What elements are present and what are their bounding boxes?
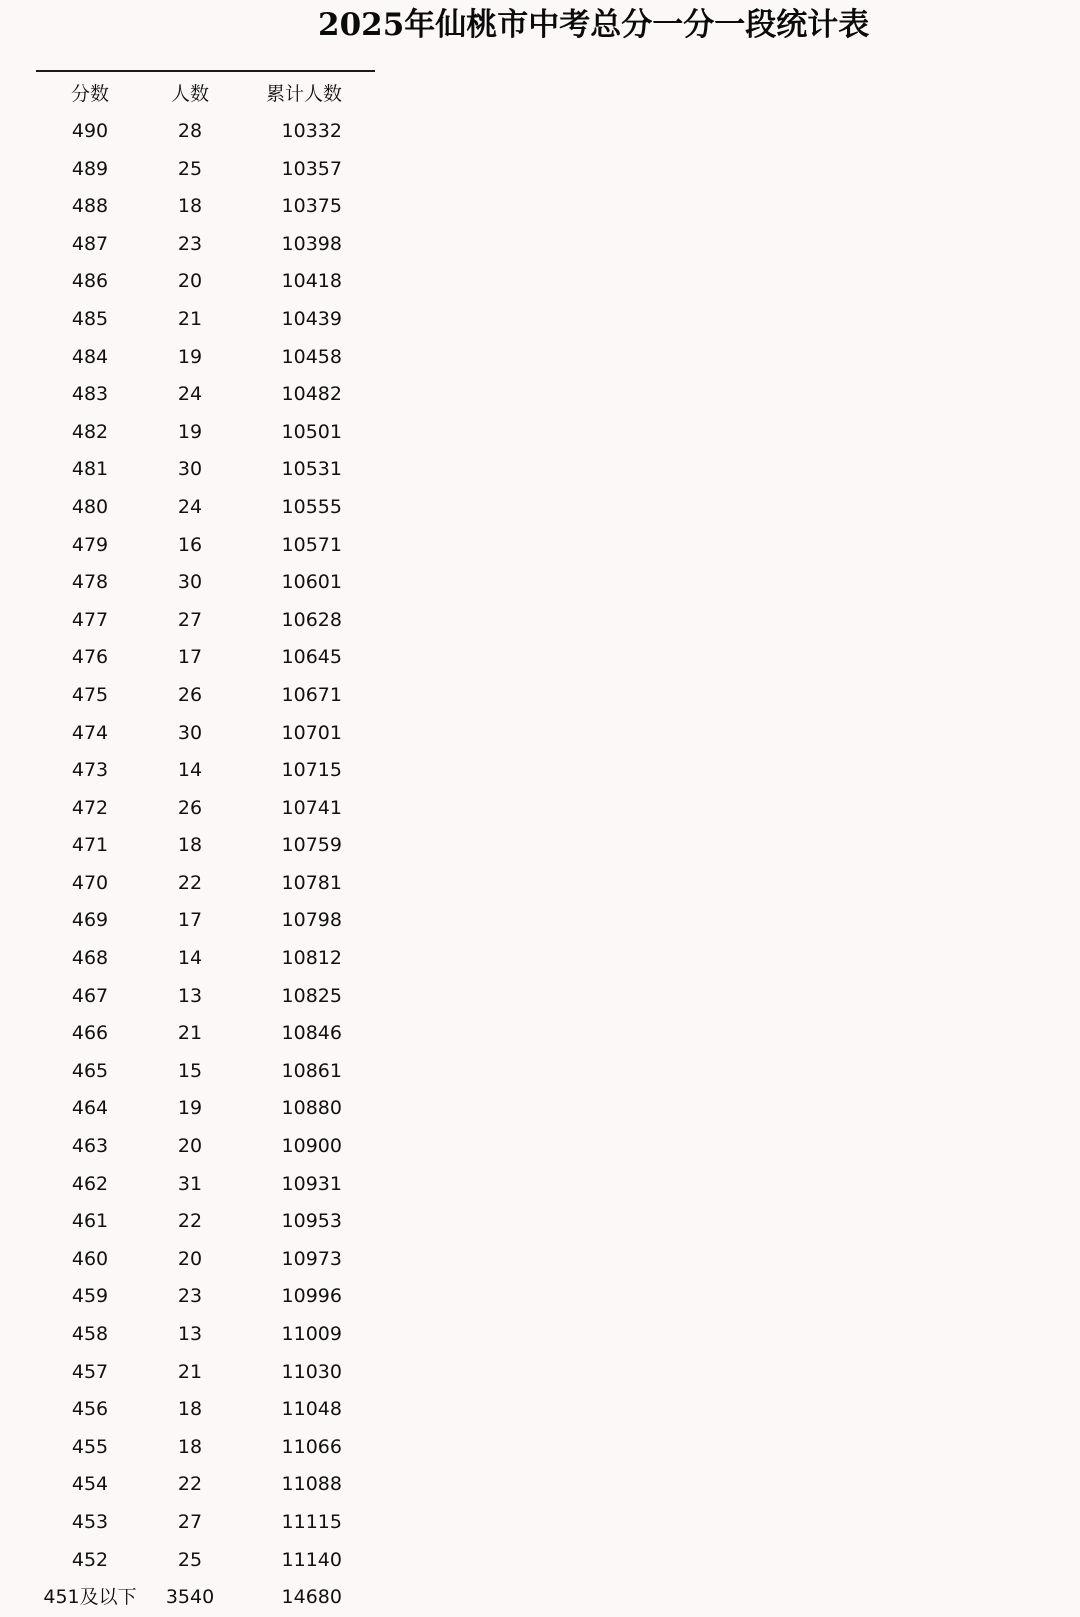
- table-row: [0, 1391, 400, 1429]
- table-row: [0, 602, 400, 640]
- count-cell: 19: [177, 420, 203, 443]
- table-body: [0, 113, 400, 1617]
- table-row: [0, 752, 400, 790]
- table-row: [0, 1203, 400, 1241]
- count-cell: 21: [177, 307, 203, 330]
- score-cell: 473: [71, 759, 109, 782]
- score-cell: 486: [71, 270, 109, 293]
- count-cell: 18: [177, 1398, 203, 1421]
- score-cell: 453: [71, 1510, 109, 1533]
- count-cell: 13: [177, 1323, 203, 1345]
- score-cell: 454: [71, 1473, 109, 1496]
- score-cell: 488: [71, 195, 109, 218]
- cumulative-cell: 10357: [281, 157, 342, 180]
- cumulative-cell: 10880: [281, 1097, 342, 1120]
- count-cell: 19: [177, 1097, 203, 1120]
- cumulative-cell: 10332: [281, 120, 342, 142]
- table-row: [0, 263, 400, 301]
- count-cell: 15: [177, 1059, 203, 1082]
- count-cell: 20: [177, 1135, 203, 1158]
- count-cell: 24: [177, 383, 203, 406]
- table-row: [0, 827, 400, 865]
- count-cell: 13: [177, 984, 203, 1007]
- count-cell: 22: [177, 1210, 203, 1233]
- cumulative-cell: 10601: [281, 571, 342, 594]
- count-cell: 27: [177, 608, 203, 631]
- count-cell: 23: [177, 232, 203, 255]
- count-cell: 22: [177, 1473, 203, 1496]
- count-cell: 21: [177, 1022, 203, 1045]
- score-cell: 472: [71, 796, 109, 819]
- table-row: [0, 414, 400, 452]
- count-cell: 17: [177, 909, 203, 932]
- table-row: [0, 1354, 400, 1392]
- table-row: [0, 188, 400, 226]
- cumulative-cell: 10501: [281, 420, 342, 443]
- count-cell: 16: [177, 533, 203, 556]
- table-row: [0, 301, 400, 339]
- cumulative-cell: 10741: [281, 796, 342, 819]
- count-cell: 26: [177, 796, 203, 819]
- cumulative-cell: 10458: [281, 345, 342, 368]
- score-cell: 460: [71, 1247, 109, 1270]
- count-cell: 30: [177, 458, 203, 481]
- score-cell: 490: [71, 120, 109, 142]
- cumulative-cell: 10759: [281, 834, 342, 857]
- cumulative-cell: 11009: [281, 1323, 342, 1345]
- count-cell: 18: [177, 834, 203, 857]
- score-cell: 470: [71, 871, 109, 894]
- score-cell: 457: [71, 1360, 109, 1383]
- page-title: 2025年仙桃市中考总分一分一段统计表: [318, 7, 870, 43]
- cumulative-cell: 10398: [281, 232, 342, 255]
- cumulative-cell: 10996: [281, 1285, 342, 1308]
- cumulative-cell: 10846: [281, 1022, 342, 1045]
- table-row: [0, 226, 400, 264]
- table-row: [0, 1128, 400, 1166]
- count-cell: 24: [177, 495, 203, 518]
- table-row: [0, 564, 400, 602]
- score-cell: 464: [71, 1097, 109, 1120]
- table-row: [0, 451, 400, 489]
- table-row: [0, 1015, 400, 1053]
- count-cell: 25: [177, 157, 203, 180]
- cumulative-cell: 11030: [281, 1360, 342, 1383]
- table-row: [0, 376, 400, 414]
- column-header-count: 人数: [170, 83, 209, 105]
- table-row: [0, 113, 400, 151]
- score-cell: 463: [71, 1135, 109, 1158]
- count-cell: 18: [177, 1435, 203, 1458]
- score-cell: 476: [71, 646, 109, 669]
- cumulative-cell: 11066: [281, 1435, 342, 1458]
- count-cell: 22: [177, 871, 203, 894]
- count-cell: 21: [177, 1360, 203, 1383]
- score-cell: 477: [71, 608, 109, 631]
- cumulative-cell: 10482: [281, 383, 342, 406]
- table-row: [0, 978, 400, 1016]
- count-cell: 30: [177, 721, 203, 744]
- cumulative-cell: 10973: [281, 1247, 342, 1270]
- count-cell: 30: [177, 571, 203, 594]
- cumulative-cell: 10531: [281, 458, 342, 481]
- table-row: [0, 1504, 400, 1542]
- table-row: [0, 865, 400, 903]
- cumulative-cell: 10825: [281, 984, 342, 1007]
- cumulative-cell: 10701: [281, 721, 342, 744]
- cumulative-cell: 10439: [281, 307, 342, 330]
- count-cell: 26: [177, 683, 203, 706]
- cumulative-cell: 10931: [281, 1172, 342, 1195]
- score-cell: 482: [71, 420, 109, 443]
- count-cell: 20: [177, 1247, 203, 1270]
- cumulative-cell: 11140: [281, 1548, 342, 1571]
- score-cell: 474: [71, 721, 109, 744]
- cumulative-cell: 10861: [281, 1059, 342, 1082]
- cumulative-cell: 11115: [281, 1510, 342, 1533]
- cumulative-cell: 11048: [281, 1398, 342, 1421]
- score-cell: 465: [71, 1059, 109, 1082]
- table-row: [0, 1053, 400, 1091]
- table-row: [0, 715, 400, 753]
- score-cell: 480: [71, 495, 109, 518]
- column-header-score: 分数: [70, 83, 109, 105]
- table-row: [0, 1090, 400, 1128]
- score-cell: 467: [71, 984, 109, 1007]
- table-row: [0, 1241, 400, 1279]
- cumulative-cell: 14680: [281, 1586, 342, 1609]
- table-row: [0, 339, 400, 377]
- cumulative-cell: 10715: [281, 759, 342, 782]
- count-cell: 3540: [165, 1586, 215, 1609]
- column-header-cumulative: 累计人数: [265, 83, 342, 105]
- score-cell: 468: [71, 947, 109, 970]
- table-row: [0, 1542, 400, 1580]
- table-row: [0, 1278, 400, 1316]
- score-cell: 487: [71, 232, 109, 255]
- cumulative-cell: 10571: [281, 533, 342, 556]
- table-row: [0, 1579, 400, 1617]
- cumulative-cell: 10628: [281, 608, 342, 631]
- count-cell: 17: [177, 646, 203, 669]
- score-cell: 462: [71, 1172, 109, 1195]
- table-row: [0, 1316, 400, 1354]
- score-cell: 483: [71, 383, 109, 406]
- cumulative-cell: 10555: [281, 495, 342, 518]
- count-cell: 18: [177, 195, 203, 218]
- score-cell: 456: [71, 1398, 109, 1421]
- cumulative-cell: 11088: [281, 1473, 342, 1496]
- cumulative-cell: 10798: [281, 909, 342, 932]
- table-row: [0, 940, 400, 978]
- table-row: [0, 151, 400, 189]
- score-cell: 475: [71, 683, 109, 706]
- score-cell: 461: [71, 1210, 109, 1233]
- cumulative-cell: 10953: [281, 1210, 342, 1233]
- score-cell: 471: [71, 834, 109, 857]
- table-row: [0, 639, 400, 677]
- count-cell: 27: [177, 1510, 203, 1533]
- score-cell: 452: [71, 1548, 109, 1571]
- table-row: [0, 790, 400, 828]
- cumulative-cell: 10418: [281, 270, 342, 293]
- table-row: [0, 1429, 400, 1467]
- cumulative-cell: 10375: [281, 195, 342, 218]
- count-cell: 25: [177, 1548, 203, 1571]
- score-cell: 459: [71, 1285, 109, 1308]
- table-row: [0, 489, 400, 527]
- count-cell: 14: [177, 947, 203, 970]
- count-cell: 19: [177, 345, 203, 368]
- count-cell: 31: [177, 1172, 203, 1195]
- cumulative-cell: 10781: [281, 871, 342, 894]
- cumulative-cell: 10900: [281, 1135, 342, 1158]
- score-cell: 466: [71, 1022, 109, 1045]
- table-row: [0, 677, 400, 715]
- cumulative-cell: 10812: [281, 947, 342, 970]
- table-row: [0, 527, 400, 565]
- cumulative-cell: 10671: [281, 683, 342, 706]
- score-cell: 451及以下: [43, 1586, 137, 1609]
- table-row: [0, 1466, 400, 1504]
- table-top-rule: [36, 70, 375, 72]
- table-header: [0, 76, 400, 112]
- count-cell: 28: [177, 120, 203, 142]
- table-row: [0, 902, 400, 940]
- cumulative-cell: 10645: [281, 646, 342, 669]
- score-cell: 478: [71, 571, 109, 594]
- score-cell: 489: [71, 157, 109, 180]
- score-cell: 484: [71, 345, 109, 368]
- table-row: [0, 1166, 400, 1204]
- score-cell: 481: [71, 458, 109, 481]
- score-cell: 479: [71, 533, 109, 556]
- score-cell: 485: [71, 307, 109, 330]
- count-cell: 20: [177, 270, 203, 293]
- count-cell: 14: [177, 759, 203, 782]
- score-cell: 469: [71, 909, 109, 932]
- count-cell: 23: [177, 1285, 203, 1308]
- score-cell: 455: [71, 1435, 109, 1458]
- score-cell: 458: [71, 1323, 109, 1345]
